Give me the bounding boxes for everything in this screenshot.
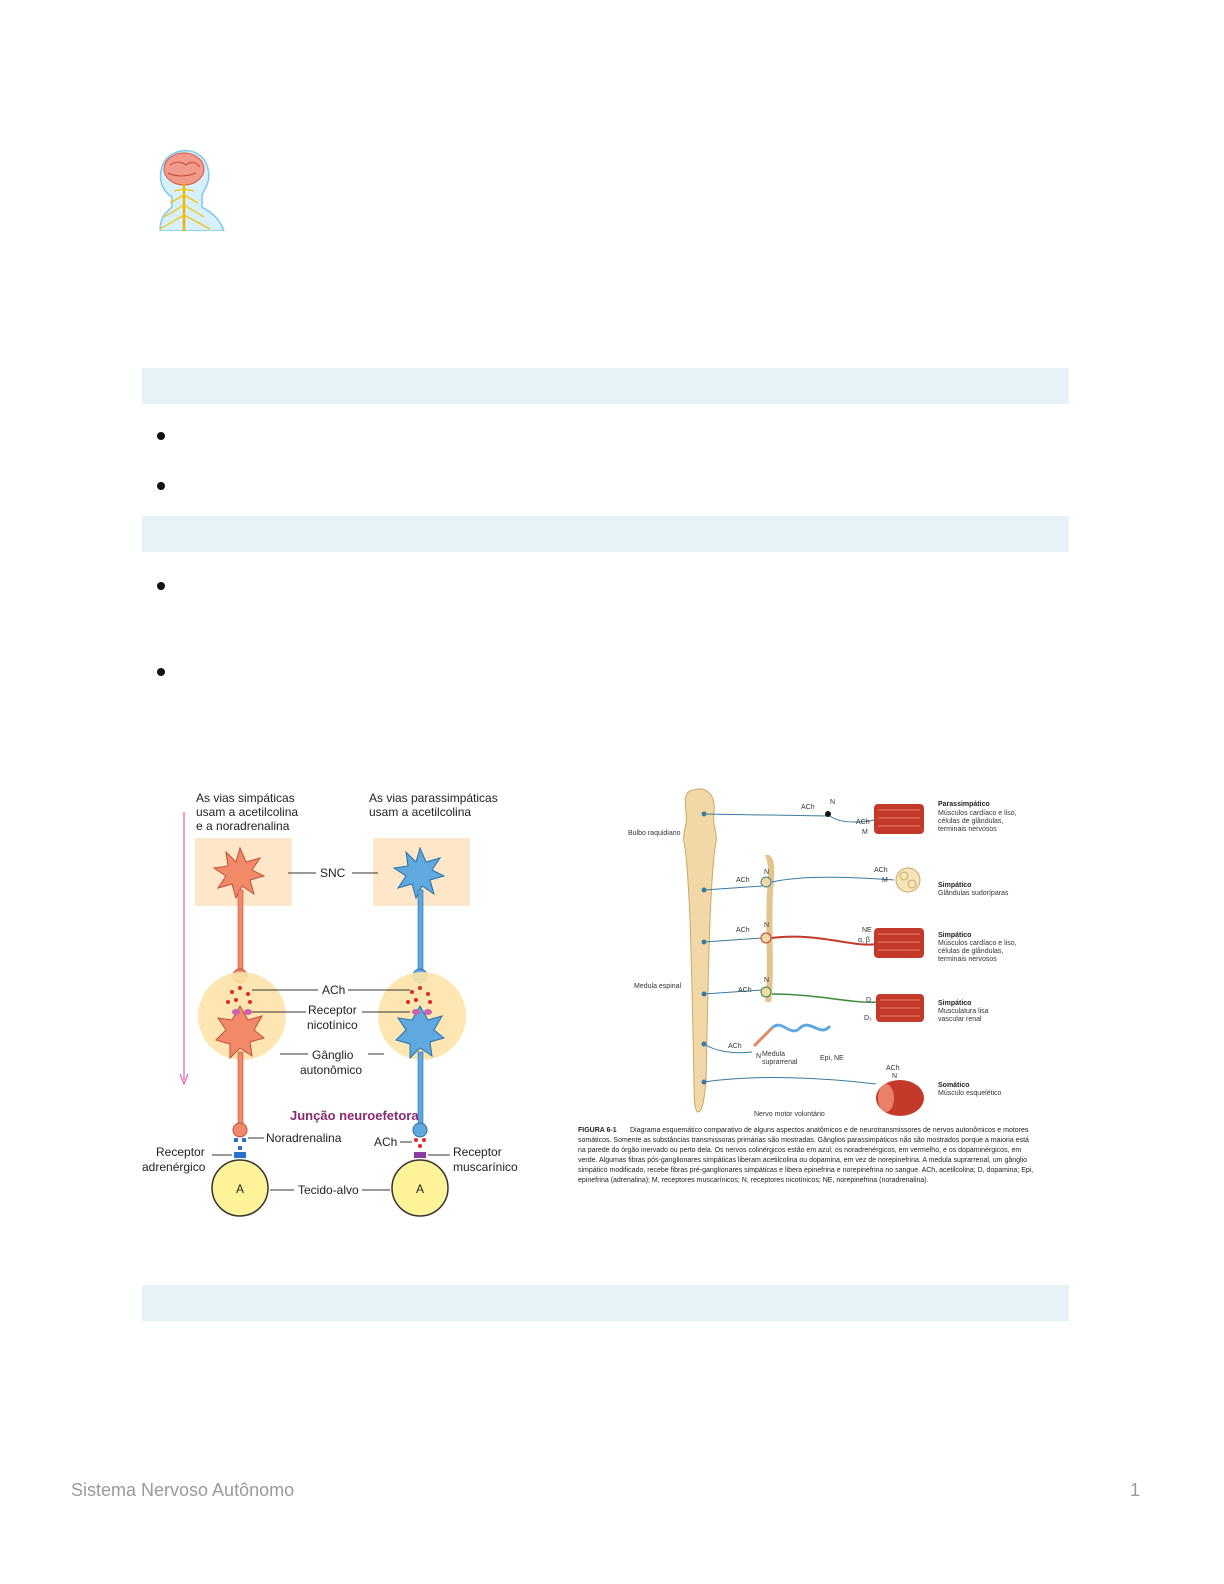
n-label-1: N [830,799,836,806]
snc-label: SNC [320,866,346,880]
sympathetic-title-2: usam a acetilcolina [196,805,299,819]
svg-text:FIGURA 6-1 [578,1127,617,1134]
receptor-adrenergic-1: Receptor [156,1145,205,1159]
page-number: 1 [1129,1480,1140,1500]
medula-suprarrenal-1: Medula [762,1051,785,1058]
d-label: D [866,997,872,1004]
row4-title: Simpático [938,1000,972,1007]
footer-title: Sistema Nervoso Autônomo [71,1480,295,1500]
n-label-2: N [764,869,770,876]
receptor-muscarinic-1: Receptor [453,1145,502,1159]
ganglion-2: autonômico [300,1063,363,1077]
receptor-adrenergic-2: adrenérgico [142,1160,206,1174]
parasympathetic-title-2: usam a acetilcolina [369,805,472,819]
junction-label: Junção neuroefetora [290,1108,419,1123]
bulbo-label: Bulbo raquidiano [628,830,681,837]
alpha-beta-label: α, β [858,937,870,944]
nervo-motor-label: Nervo motor voluntário [754,1111,825,1118]
noradrenaline-label: Noradrenalina [266,1131,342,1145]
epi-ne-label: Epi, NE [820,1055,844,1062]
caption-line-1: Diagrama esquemático comparativo de alguns aspectos anatômicos e de neurotransmissores de nervos autonômicos e motores [630,1127,1029,1134]
row4-desc-1: Musculatura lisa [938,1008,989,1015]
row4-desc-2: vascular renal [938,1016,982,1023]
row2-desc-1: Glândulas sudoríparas [938,890,1009,897]
d1-label: D₁ [864,1015,872,1022]
row1-desc-2: células de glândulas, [938,818,1004,825]
ach-label-6: ACh [886,1065,900,1072]
medula-suprarrenal-2: suprarrenal [762,1059,798,1066]
receptor-nicotinic-1: Receptor [308,1003,357,1017]
sympathetic-title-3: e a noradrenalina [196,819,290,833]
n-label-3: N [764,922,770,929]
row1-desc-1: Músculos cardíaco e liso, [938,810,1017,817]
ach-label-1: ACh [801,804,815,811]
parasympathetic-title-1: As vias parassimpáticas [369,791,498,805]
bullet [157,582,165,590]
receptor-nicotinic-2: nicotínico [307,1018,358,1032]
autonomic-somatic-diagram [576,782,1066,1192]
section-header-band [142,368,1069,404]
target-letter-left: A [236,1182,245,1196]
n-label-6: N [892,1073,898,1080]
ach-label-2: ACh [736,877,750,884]
m-label-1: M [862,829,868,836]
row3-desc-1: Músculos cardíaco e liso, [938,940,1017,947]
target-letter-right: A [416,1182,425,1196]
section-header-band [142,516,1069,552]
row5-title: Somático [938,1082,970,1089]
row5-desc-1: Músculo esquelético [938,1090,1002,1097]
sympathetic-title-1: As vias simpáticas [196,791,295,805]
ach-label-4: ACh [738,987,752,994]
ach-label-5: ACh [728,1043,742,1050]
receptor-muscarinic-2: muscarínico [453,1160,518,1174]
row3-title: Simpático [938,932,972,939]
row3-desc-2: células de glândulas, [938,948,1004,955]
target-tissue-label: Tecido-alvo [298,1183,359,1197]
m-label-2: M [882,877,888,884]
ne-label: NE [862,927,872,934]
ach-label-2b: ACh [874,867,888,874]
caption-line-5: simpático modificado, recebe fibras pré-ganglionares simpáticas e libera epinefrina e norepinefrina no sangue. ACh, acetilcolina; D, dopamina; Epi, [578,1167,1034,1174]
row2-title: Simpático [938,882,972,889]
n-label-4: N [764,977,770,984]
bullet [157,668,165,676]
ach-label-1b: ACh [856,819,870,826]
row1-desc-3: terminais nervosos [938,826,997,833]
caption-line-2: somáticos. Somente as substâncias transmissoras primárias são mostradas. Gânglios parassimpáticos não são mostrados porque a maioria está [578,1137,1029,1144]
autonomic-pathways-figure [140,780,540,1225]
row3-desc-3: terminais nervosos [938,956,997,963]
ganglion-1: Gânglio [312,1048,354,1062]
caption-line-4: verde. Algumas fibras pós-ganglionares simpáticas liberam acetilcolina ou dopamina, em vez de norepinefrina. A medula suprarrenal, um gânglio [578,1157,1028,1164]
n-label-5: N [756,1053,762,1060]
ach-label: ACh [322,983,346,997]
caption-label: FIGURA 6-1 [578,1127,617,1134]
bullet [157,432,165,440]
ach-terminal-label: ACh [374,1135,398,1149]
caption-line-6: epinefrina (adrenalina); M, receptores muscarínicos; N, receptores nicotínicos; NE, norepinefrina (noradrenalina). [578,1177,929,1184]
section-header-band [142,1285,1069,1321]
head-nervous-system-icon [140,145,226,231]
ach-label-3: ACh [736,927,750,934]
bullet [157,482,165,490]
medula-label: Medula espinal [634,983,682,990]
row1-title: Parassimpático [938,801,990,808]
caption-line-3: na parede do órgão inervado ou perto dela. Os nervos colinérgicos estão em azul; os noradrenérgicos, em vermelho, e os dopaminérgicos, em [578,1147,1022,1154]
